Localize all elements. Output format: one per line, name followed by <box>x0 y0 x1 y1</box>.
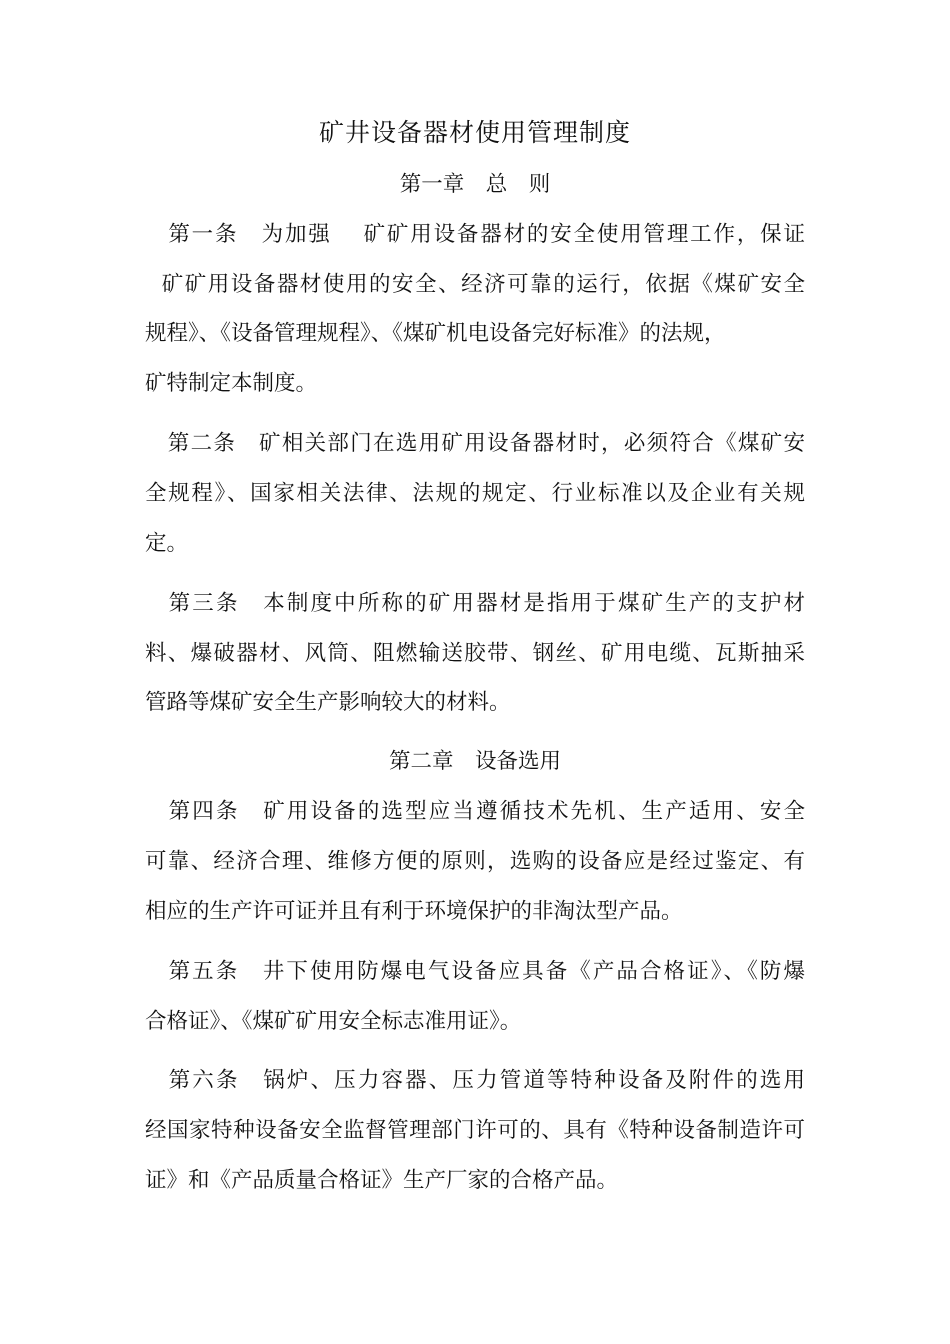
article-4-line-2: 可靠、经济合理、维修方便的原则，选购的设备应是经过鉴定、有 <box>145 849 805 874</box>
article-5-line-1: 第五条 井下使用防爆电气设备应具备《产品合格证》、《防爆 <box>145 959 805 984</box>
article-6-line-2: 经国家特种设备安全监督管理部门许可的、具有《特种设备制造许可 <box>145 1118 805 1143</box>
article-3-line-1: 第三条 本制度中所称的矿用器材是指用于煤矿生产的支护材 <box>145 591 805 616</box>
article-5-line-2: 合格证》、《煤矿矿用安全标志准用证》。 <box>145 1009 522 1034</box>
chapter-heading-2: 第二章 设备选用 <box>388 749 561 774</box>
article-1-line-3: 规程》、《设备管理规程》、《煤矿机电设备完好标准》的法规， <box>145 321 726 346</box>
article-1-line-4: 矿特制定本制度。 <box>145 371 318 396</box>
article-6-line-1: 第六条 锅炉、压力容器、压力管道等特种设备及附件的选用 <box>145 1068 805 1093</box>
article-4-line-1: 第四条 矿用设备的选型应当遵循技术先机、生产适用、安全 <box>145 799 805 824</box>
article-3-line-3: 管路等煤矿安全生产影响较大的材料。 <box>145 690 511 715</box>
article-3-line-2: 料、爆破器材、风筒、阻燃输送胶带、钢丝、矿用电缆、瓦斯抽采 <box>145 641 805 666</box>
article-1-line-1: 第一条 为加强 矿矿用设备器材的安全使用管理工作，保证 <box>145 222 805 247</box>
chapter-heading-1: 第一章 总 则 <box>399 172 551 197</box>
article-2-line-3: 定。 <box>145 531 189 556</box>
article-2-line-1: 第二条 矿相关部门在选用矿用设备器材时，必须符合《煤矿安 <box>145 431 805 456</box>
article-2-line-2: 全规程》、国家相关法律、法规的规定、行业标准以及企业有关规 <box>145 481 805 506</box>
article-4-line-3: 相应的生产许可证并且有利于环境保护的非淘汰型产品。 <box>145 899 683 924</box>
article-6-line-3: 证》和《产品质量合格证》生产厂家的合格产品。 <box>145 1168 619 1193</box>
article-1-line-2: 矿矿用设备器材使用的安全、经济可靠的运行，依据《煤矿安全 <box>145 272 805 297</box>
document-title: 矿井设备器材使用管理制度 <box>318 118 631 147</box>
